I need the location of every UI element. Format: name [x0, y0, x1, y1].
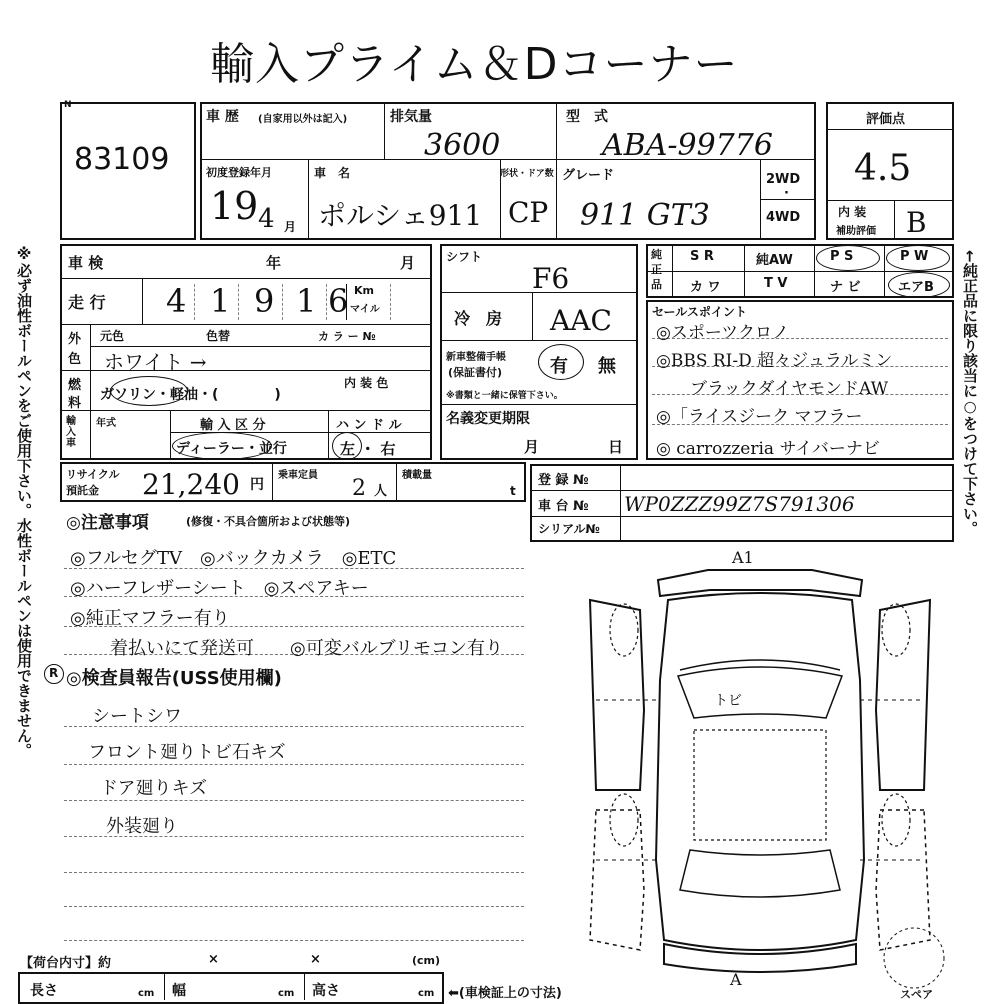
displacement-value: 3600 [424, 128, 501, 163]
sales-point-2: ◎BBS RI-D 超々ジュラルミン [656, 351, 893, 371]
sales-points-label: セールスポイント [652, 305, 747, 319]
diagram-damage-note: トビ [714, 693, 742, 709]
notes-heading-sub: (修復・不具合箇所および状態等) [186, 515, 351, 528]
sales-point-5: ◎ carrozzeria サイバーナビ [656, 439, 880, 459]
spare-label: スペア [900, 988, 933, 1001]
option-pw: P W [900, 249, 929, 264]
option-airbag-circle [888, 272, 950, 298]
name-change-day: 日 [608, 438, 624, 456]
mileage-digits [150, 282, 440, 322]
import-type-circle [172, 432, 272, 460]
cargo-height-unit: cm [418, 988, 435, 999]
option-ps-circle [816, 245, 880, 271]
manual-no: 無 [598, 356, 616, 377]
person-unit: 人 [374, 484, 388, 499]
fuel-options: ガソリン・軽油・( ) [100, 387, 281, 403]
option-genuine-aw: 純AW [756, 253, 793, 268]
rating-label: 評価点 [866, 112, 906, 127]
option-pw-circle [886, 245, 950, 271]
diagram-bottom-mark: A [730, 970, 742, 989]
sales-point-3: ブラックダイヤモンドAW [690, 379, 889, 399]
capacity-value: 2 [352, 476, 366, 501]
original-color-label: 元色 [100, 329, 125, 343]
interior-color-label: 内 装 色 [344, 376, 389, 390]
recycle-amount: 21,240 [142, 468, 240, 501]
page-title: 輸入プライム＆Dコーナー [210, 39, 739, 90]
shift-label: シフト [446, 250, 483, 264]
option-tv: T V [764, 276, 788, 291]
model-code-value: ABA-99776 [602, 128, 773, 163]
cargo-label: 【荷台内寸】約 [20, 956, 112, 971]
mile-label: マイル [350, 304, 380, 315]
recycle-label-1: リサイクル [66, 468, 120, 481]
manual-note: ※書類と一緒に保管下さい。 [446, 391, 563, 401]
cargo-x2: × [310, 952, 321, 967]
manual-yes-circle [538, 344, 584, 380]
shaken-label: 車 検 [68, 254, 104, 272]
displacement-label: 排気量 [390, 109, 432, 125]
first-reg-label: 初度登録年月 [206, 166, 272, 179]
model-code-label: 型 式 [566, 109, 608, 125]
note-line-4: 着払いにて発送可 ◎可変バルブリモコン有り [110, 638, 503, 659]
cargo-x1: × [208, 952, 219, 967]
rating-score: 4.5 [854, 148, 912, 189]
load-label: 積載量 [402, 470, 432, 481]
year-model-label: 年式 [96, 418, 116, 429]
right-side-note: ←純正品に限り該当に○をつけて下さい。 [961, 250, 979, 536]
diagram-top-mark: A1 [732, 548, 754, 567]
note-line-1: ◎フルセグTV ◎バックカメラ ◎ETC [70, 548, 397, 569]
manual-label-1: 新車整備手帳 [446, 352, 506, 363]
cargo-width-label: 幅 [172, 983, 186, 999]
genuine-label: 純正品 [651, 248, 662, 291]
option-sr: S R [690, 249, 714, 264]
grade-label: グレード [562, 168, 615, 183]
import-label: 輸入車 [66, 416, 76, 449]
car-name-value: ポルシェ911 [318, 199, 483, 232]
mileage-digit-4: 1 [296, 282, 317, 320]
interior-rating-value: B [906, 206, 927, 239]
sales-point-4: ◎「ライスジーク マフラー [656, 407, 863, 427]
drive-dot: · [784, 186, 789, 201]
handle-circle [332, 432, 362, 460]
notes-heading: ◎注意事項 [66, 513, 149, 533]
chassis-label: 車 台 № [538, 499, 589, 514]
lot-number: 83109 [74, 142, 170, 177]
note-line-3: ◎純正マフラー有り [70, 608, 230, 629]
mileage-label: 走 行 [68, 293, 106, 312]
color-value: ホワイト → [104, 350, 207, 374]
manual-yes: 有 [550, 356, 568, 377]
fuel-label-2: 料 [68, 396, 82, 411]
history-label: 車 歴 [206, 109, 239, 125]
repaint-label: 色替 [206, 329, 231, 343]
cargo-cm: (cm) [412, 954, 441, 967]
handle-label: ハ ン ド ル [336, 418, 402, 433]
ac-label: 冷 房 [454, 309, 503, 328]
manual-label-2: (保証書付) [448, 366, 503, 379]
import-type-value: ディーラー・並行 [176, 441, 287, 457]
shaken-month-unit: 月 [400, 254, 416, 272]
load-unit: t [510, 484, 516, 498]
option-ps: P S [830, 249, 854, 264]
km-label: Km [354, 284, 374, 297]
first-reg-month-unit: 月 [284, 220, 297, 234]
capacity-label: 乗車定員 [278, 470, 318, 481]
name-change-month: 月 [524, 438, 540, 456]
history-note: (自家用以外は記入) [258, 114, 348, 125]
mileage-digit-3: 9 [254, 282, 275, 320]
cargo-arrow-note: ⬅(車検証上の寸法) [448, 986, 562, 1001]
cargo-length-label: 長さ [30, 983, 58, 999]
sales-point-1: ◎スポーツクロノ [656, 323, 789, 343]
handle-value: 左 ・ 右 [340, 440, 396, 458]
mileage-digit-5: 6 [328, 282, 349, 320]
first-reg-month: 4 [258, 204, 275, 234]
report-heading: ◎検査員報告(USS使用欄) [66, 668, 282, 689]
drive-2wd: 2WD [766, 172, 801, 187]
fuel-label-1: 燃 [68, 378, 82, 393]
ext-color-label-2: 色 [68, 352, 82, 367]
report-line-1: シートシワ [92, 706, 182, 727]
body-type-value: CP [508, 196, 549, 229]
recycle-label-2: 預託金 [66, 484, 99, 497]
note-line-2: ◎ハーフレザーシート ◎スペアキー [70, 578, 369, 599]
first-reg-year: 19 [210, 184, 259, 228]
car-name-label: 車 名 [314, 166, 351, 180]
shift-value: F6 [532, 262, 570, 295]
reg-no-label: 登 録 № [538, 473, 589, 488]
drive-4wd: 4WD [766, 210, 801, 225]
color-no-label: カ ラ ー № [318, 330, 376, 343]
body-type-label: 形状・ドア数 [500, 169, 554, 179]
car-damage-diagram [560, 560, 960, 990]
ac-value: AAC [550, 304, 612, 337]
fuel-selected-circle [110, 376, 188, 406]
cargo-dims-box [18, 972, 444, 1004]
grade-value: 911 GT3 [580, 198, 710, 233]
option-navi: ナ ビ [830, 280, 861, 295]
interior-rating-sub: 補助評価 [836, 226, 876, 237]
option-airbag: エアB [898, 280, 934, 295]
cargo-height-label: 高さ [312, 983, 340, 999]
corner-mark: N [64, 100, 72, 110]
option-leather: カ ワ [690, 280, 721, 295]
report-mark: R [49, 666, 59, 680]
shaken-year-unit: 年 [266, 254, 282, 272]
mileage-digit-2: 1 [210, 282, 231, 320]
report-line-3: ドア廻りキズ [100, 778, 208, 799]
cargo-width-unit: cm [278, 988, 295, 999]
import-type-label: 輸 入 区 分 [200, 418, 266, 433]
chassis-value: WP0ZZZ99Z7S791306 [624, 492, 855, 516]
interior-rating-label: 内 装 [838, 205, 867, 219]
report-line-2: フロント廻りトビ石キズ [88, 742, 286, 763]
left-side-note: ※必ず油性ボールペンをご使用下さい。水性ボールペンは使用できません。 [15, 245, 33, 758]
report-line-4: 外装廻り [106, 816, 178, 837]
serial-label: シリアル№ [538, 522, 600, 536]
name-change-label: 名義変更期限 [446, 411, 530, 427]
mileage-digit-1: 4 [166, 282, 187, 320]
yen-unit: 円 [250, 477, 264, 493]
cargo-length-unit: cm [138, 988, 155, 999]
ext-color-label-1: 外 [68, 332, 82, 347]
